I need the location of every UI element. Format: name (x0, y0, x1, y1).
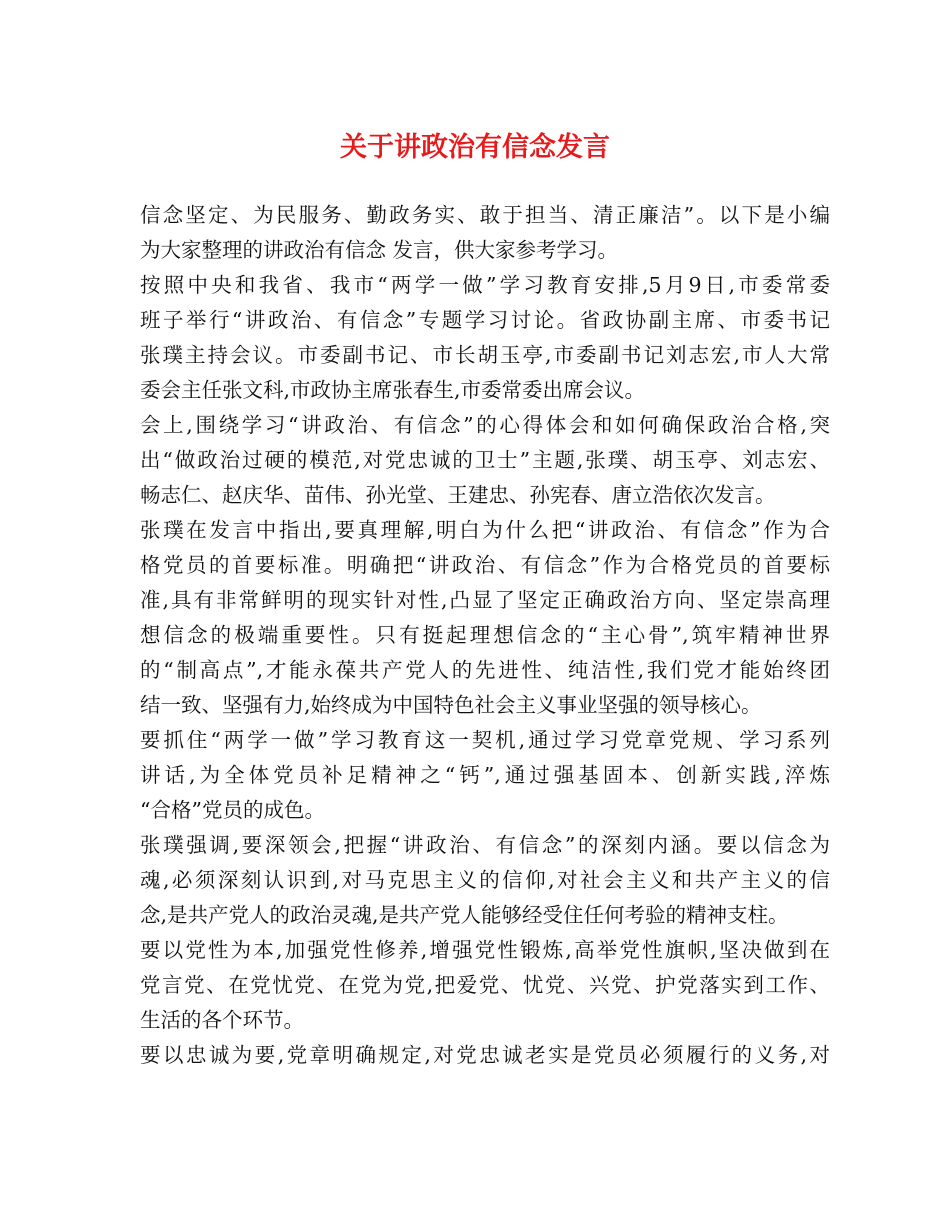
text-line: 生活的各个环节。 (140, 1008, 304, 1032)
text-line: 要以党性为本,加强党性修养,增强党性锻炼,高举党性旗帜,坚决做到在 (140, 938, 830, 962)
text-line: 要抓住“两学一做”学习教育这一契机,通过学习党章党规、学习系列 (140, 728, 830, 752)
document-title: 关于讲政治有信念发言 (340, 132, 610, 163)
text-line: 张璞在发言中指出,要真理解,明白为什么把“讲政治、有信念”作为合 (140, 518, 830, 542)
document-body (140, 198, 830, 1073)
text-line: 准,具有非常鲜明的现实针对性,凸显了坚定正确政治方向、坚定崇高理 (140, 588, 830, 612)
text-line: 张璞强调,要深领会,把握“讲政治、有信念”的深刻内涵。要以信念为 (140, 833, 830, 857)
text-line: 出“做政治过硬的模范,对党忠诚的卫士”主题,张璞、胡玉亭、刘志宏、 (140, 448, 830, 472)
text-line: 党言党、在党忧党、在党为党,把爱党、忧党、兴党、护党落实到工作、 (140, 973, 830, 997)
text-line: 想信念的极端重要性。只有挺起理想信念的“主心骨”,筑牢精神世界 (140, 623, 830, 647)
text-line: 的“制高点”,才能永葆共产党人的先进性、纯洁性,我们党才能始终团 (140, 658, 830, 682)
text-line: 班子举行“讲政治、有信念”专题学习讨论。省政协副主席、市委书记 (140, 308, 830, 332)
text-line: 讲话,为全体党员补足精神之“钙”,通过强基固本、创新实践,淬炼 (140, 763, 830, 787)
text-line: 张璞主持会议。市委副书记、市长胡玉亭,市委副书记刘志宏,市人大常 (140, 343, 830, 367)
text-line: 畅志仁、赵庆华、苗伟、孙光堂、王建忠、孙宪春、唐立浩依次发言。 (140, 483, 776, 507)
text-line: 会上,围绕学习“讲政治、有信念”的心得体会和如何确保政治合格,突 (140, 413, 830, 437)
text-line: 念,是共产党人的政治灵魂,是共产党人能够经受住任何考验的精神支柱。 (140, 903, 789, 927)
text-line: 要以忠诚为要,党章明确规定,对党忠诚老实是党员必须履行的义务,对 (140, 1043, 830, 1067)
text-line: 结一致、坚强有力,始终成为中国特色社会主义事业坚强的领导核心。 (140, 693, 762, 717)
text-line: 按照中央和我省、我市“两学一做”学习教育安排,5月9日,市委常委 (140, 273, 830, 297)
text-line: 委会主任张文科,市政协主席张春生,市委常委出席会议。 (140, 378, 646, 402)
text-line: 魂,必须深刻认识到,对马克思主义的信仰,对社会主义和共产主义的信 (140, 868, 830, 892)
text-line: 信念坚定、为民服务、勤政务实、敢于担当、清正廉洁”。以下是小编 (140, 203, 830, 227)
text-line: 为大家整理的讲政治有信念 发言，供大家参考学习。 (140, 238, 619, 262)
text-line: “合格”党员的成色。 (140, 798, 325, 822)
text-line: 格党员的首要标准。明确把“讲政治、有信念”作为合格党员的首要标 (140, 553, 830, 577)
